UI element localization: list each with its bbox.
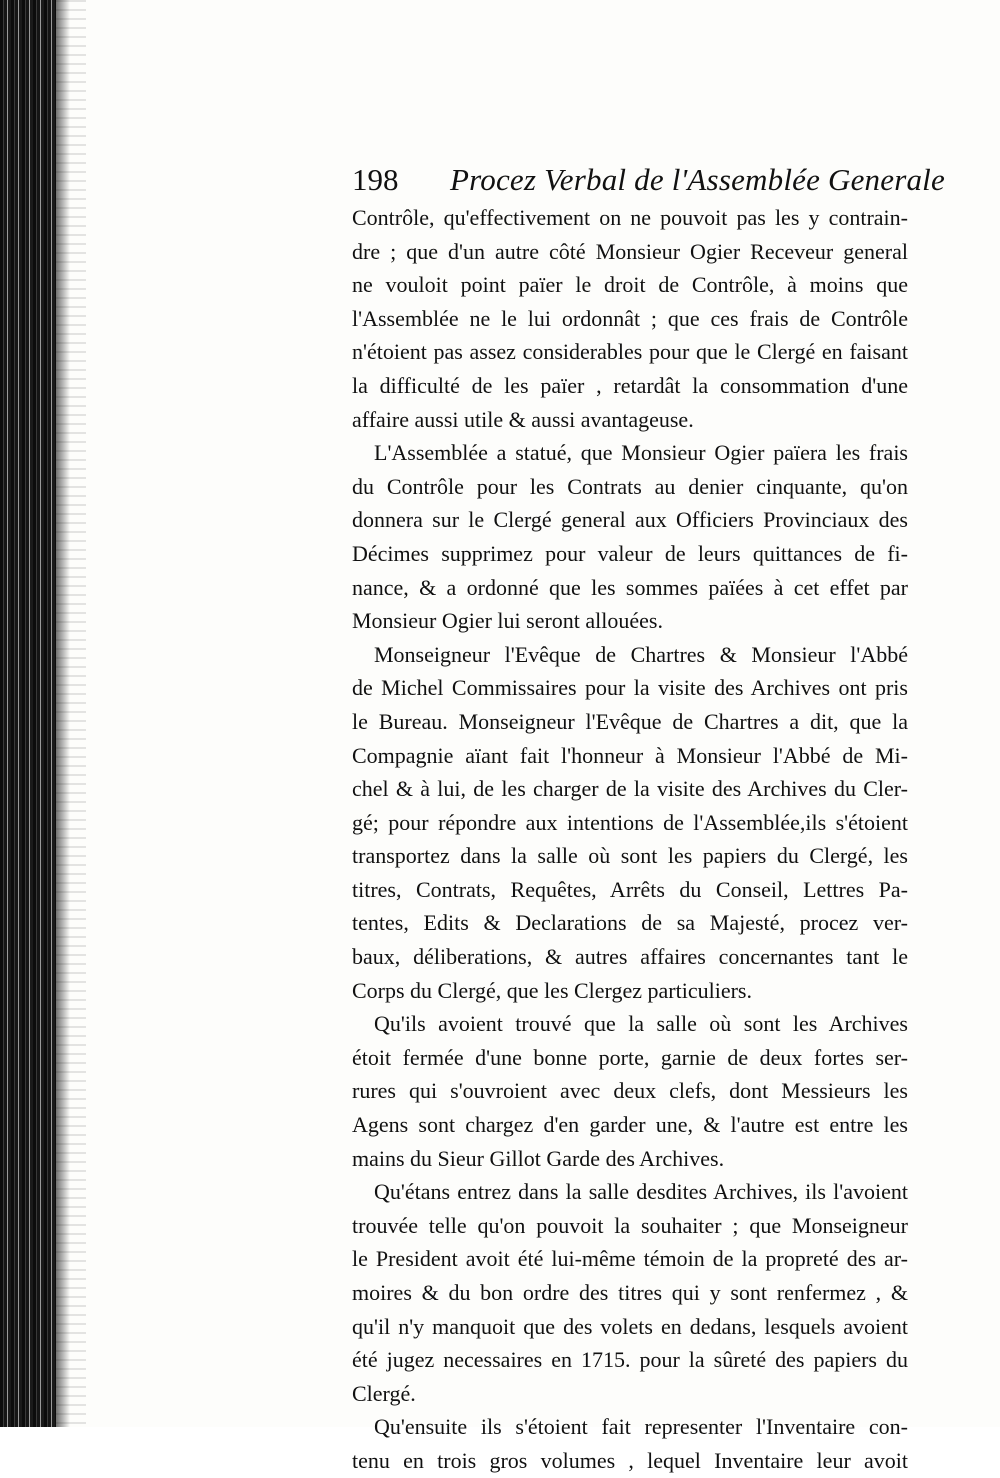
book-binding-edge [0,0,56,1427]
text-line: le Bureau. Monseigneur l'Evêque de Chartres a dit, que la [352,708,908,734]
text-line: Compagnie aïant fait l'honneur à Monsieur l'Abbé de Mi- [352,742,908,768]
text-line: trouvée telle qu'on pouvoit la souhaiter ; que Monseigneur [352,1212,908,1238]
text-line: la difficulté de les païer , retardât la consommation d'une [352,372,908,398]
text-line: tenu en trois gros volumes , lequel Inventaire leur avoit [352,1447,908,1473]
text-line: été jugez necessaires en 1715. pour la sûreté des papiers du [352,1347,908,1373]
text-line: qu'il n'y manquoit que des volets en dedans, lesquels avoient [352,1313,908,1339]
body-text [352,201,908,1478]
text-line: de Michel Commissaires pour la visite des Archives ont pris [352,675,908,701]
text-line: Corps du Clergé, que les Clergez particuliers. [352,977,752,1003]
text-line: le President avoit été lui-même témoin de la propreté des ar- [352,1246,908,1272]
text-line: étoit fermée d'une bonne porte, garnie de deux fortes ser- [352,1044,908,1070]
text-line: baux, déliberations, & autres affaires concernantes tant le [352,944,908,970]
page-header [352,160,945,204]
page-gutter [56,0,86,1427]
text-line: ne vouloit point païer le droit de Contrôle, à moins que [352,272,908,298]
text-line: tentes, Edits & Declarations de sa Majesté, procez ver- [352,910,908,936]
text-line: Monseigneur l'Evêque de Chartres & Monsieur l'Abbé [374,641,908,667]
text-line: Qu'ensuite ils s'étoient fait representer l'Inventaire con- [374,1414,908,1440]
text-line: moires & du bon ordre des titres qui y sont renfermez , & [352,1280,908,1305]
text-line: affaire aussi utile & aussi avantageuse. [352,406,694,432]
running-title: Procez Verbal de l'Assemblée Generale [450,162,945,197]
text-line: L'Assemblée a statué, que Monsieur Ogier païera les frais [374,440,908,466]
text-line: dre ; que d'un autre côté Monsieur Ogier Receveur general [352,238,908,264]
text-line: Contrôle, qu'effectivement on ne pouvoit pas les y contrain- [352,205,908,230]
text-line: mains du Sieur Gillot Garde des Archives. [352,1145,725,1171]
text-line: Décimes supprimez pour valeur de leurs quittances de fi- [352,540,908,566]
text-line: Monsieur Ogier lui seront allouées. [352,608,663,634]
text-line: Agens sont chargez d'en garder une, & l'autre est entre les [352,1112,908,1138]
page-number: 198 [352,162,399,197]
text-line: titres, Contrats, Requêtes, Arrêts du Conseil, Lettres Pa- [352,876,908,902]
text-line: n'étoient pas assez considerables pour que le Clergé en faisant [352,339,908,365]
text-line: Qu'étans entrez dans la salle desdites Archives, ils l'avoient [374,1179,908,1205]
text-line: du Contrôle pour les Contrats au denier cinquante, qu'on [352,473,908,499]
text-line: rures qui s'ouvroient avec deux clefs, dont Messieurs les [352,1078,908,1104]
text-line: chel & à lui, de les charger de la visite des Archives du Cler- [352,776,908,802]
text-line: donnera sur le Clergé general aux Officiers Provinciaux des [352,507,908,533]
text-line: l'Assemblée ne le lui ordonnât ; que ces frais de Contrôle [352,305,908,331]
text-line: Clergé. [352,1380,416,1406]
text-line: gé; pour répondre aux intentions de l'Assemblée,ils s'étoient [352,809,908,835]
text-line: Qu'ils avoient trouvé que la salle où sont les Archives [374,1011,908,1037]
text-line: transportez dans la salle où sont les papiers du Clergé, les [352,843,908,869]
text-line: nance, & a ordonné que les sommes païées à cet effet par [352,574,908,600]
